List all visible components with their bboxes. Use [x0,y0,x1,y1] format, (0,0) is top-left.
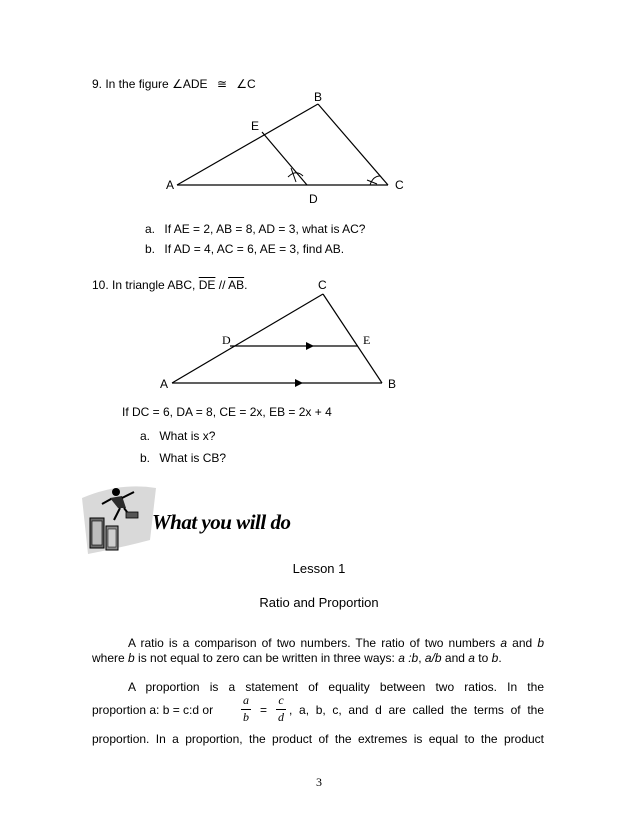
label-d: D [309,192,318,206]
text-run: is not equal to zero can be written in three ways: [134,651,399,665]
label-b: B [388,377,397,391]
q9-angle1: ADE [182,77,208,91]
paragraph-proportion-line1: A proportion is a statement of equality between two ratios. In the [128,680,544,694]
paragraph-proportion-line3: proportion. In a proportion, the product of the extremes is equal to the product [92,732,544,746]
paragraph-ratio-line1 [128,636,544,650]
q9-angle2: C [247,77,256,91]
item-text: What is x? [159,429,216,443]
q10-item-b [140,451,226,465]
parallel-symbol: // [215,278,229,292]
item-text: If AD = 4, AC = 6, AE = 3, find AB. [164,242,345,256]
segment-cb [323,294,382,383]
label-b: B [314,90,323,104]
var-b: b [537,636,544,650]
paragraph-ratio-line2 [92,651,544,665]
paragraph-proportion-line2-start: proportion a: b = c:d or [92,703,214,717]
text-run: and [507,636,538,650]
label-e: E [363,333,371,347]
fraction-c-numerator: c [278,693,284,707]
item-text: If AE = 2, AB = 8, AD = 3, what is AC? [164,222,366,236]
label-a: A [166,178,175,192]
lesson-number: Lesson 1 [292,561,346,576]
fraction-b-denominator: b [243,710,249,724]
text-run: A ratio is a comparison of two numbers. The ratio of two numbers [128,636,501,650]
var-b: b [491,651,499,665]
item-letter: a. [140,429,151,443]
item-letter: b. [140,451,151,465]
var-a: a [500,636,508,650]
label-e: E [251,119,260,133]
segment-ac [172,294,323,383]
parallel-arrow-de [306,342,314,350]
banner-title: What you will do [152,510,291,534]
angle-icon: ∠ [236,77,248,91]
congruent-symbol: ≅ [216,77,227,91]
q10-figure [0,0,638,400]
text-run: to [474,651,492,665]
label-c: C [395,178,404,192]
fraction-d-denominator: d [278,710,284,724]
lesson-title: Ratio and Proportion [259,595,379,610]
parallel-arrow-ab [295,379,303,387]
ratio-fraction-form: a/b [424,651,442,665]
var-b: b [128,651,135,665]
item-letter: b. [145,242,156,256]
equals-sign: = [260,703,268,717]
page-number: 3 [316,775,322,789]
item-text: What is CB? [159,451,227,465]
ratio-colon-form: a :b [398,651,419,665]
fraction-a-numerator: a [243,693,249,707]
q10-prefix: 10. In triangle ABC, [92,278,199,292]
q10-item-a [140,429,215,443]
label-d: D [222,333,231,347]
banner-illustration [80,478,160,560]
text-run: . [498,651,502,665]
q10-segment-de: $\overline{DE}$ [198,278,216,292]
q9-prefix: 9. In the figure [92,77,173,91]
label-c: C [318,278,327,292]
paragraph-proportion-line2-end: , a, b, c, and d are called the terms of the [289,703,544,717]
angle-icon: ∠ [172,77,183,91]
q10-given: If DC = 6, DA = 8, CE = 2x, EB = 2x + 4 [122,405,332,419]
text-run: , [418,651,425,665]
text-run: and [441,651,469,665]
text-run: where [92,651,129,665]
label-a: A [160,377,169,391]
item-letter: a. [145,222,156,236]
q10-suffix: . [244,278,248,292]
q10-segment-ab: $\overline{AB}$ [228,278,245,292]
var-a: a [468,651,475,665]
